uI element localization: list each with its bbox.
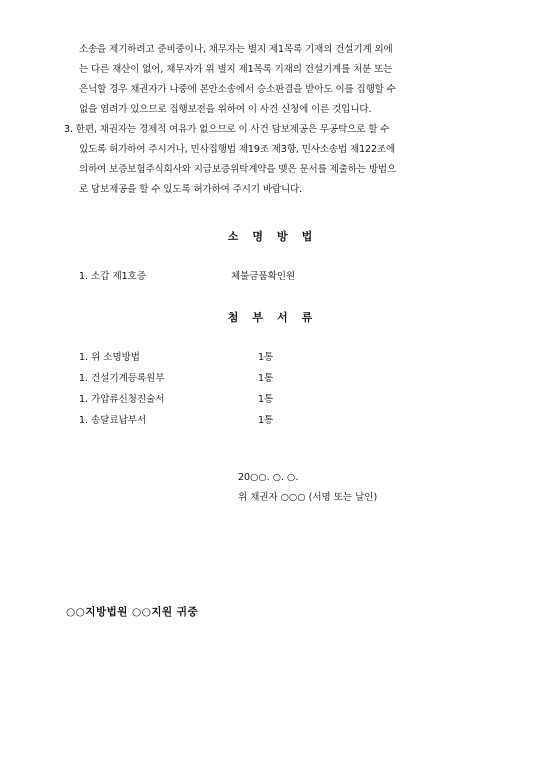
attachment-item-qty: 1통 <box>258 352 274 363</box>
attachment-item-label: 1. 위 소명방법 <box>79 352 140 363</box>
court-addressee: ○○지방법원 ○○지원 귀중 <box>66 606 199 618</box>
attachment-item-label: 1. 가압류신청진술서 <box>79 394 165 405</box>
evidence-item-desc: 체불금품확인원 <box>231 271 296 282</box>
paragraph-3-line-4: 로 담보제공을 할 수 있도록 허가하여 주시기 바랍니다. <box>79 184 303 195</box>
filing-date: 20○○. ○. ○. <box>238 472 299 483</box>
attachment-item-qty: 1통 <box>258 373 274 384</box>
attachment-item-label: 1. 건설기계등록원부 <box>79 373 165 384</box>
paragraph-3-line-3: 의하여 보증보험주식회사와 지급보증위탁계약을 맺은 문서를 제출하는 방법으 <box>79 164 397 175</box>
paragraph-2-line-2: 는 다른 재산이 없어, 채무자가 위 별지 제1목록 기재의 건설기계를 처분 또는 <box>79 64 393 75</box>
evidence-heading: 소명방법 <box>227 230 327 243</box>
applicant-signature-line: 위 채권자 ○○○ (서명 또는 날인) <box>238 492 378 503</box>
paragraph-2-line-1: 소송을 제기하려고 준비중이나, 채무자는 별지 제1목록 기재의 건설기계 외에 <box>79 44 393 55</box>
attachment-item-label: 1. 송달료납부서 <box>79 415 147 426</box>
attachments-heading: 첨부서류 <box>227 311 327 324</box>
attachment-item-qty: 1통 <box>258 415 274 426</box>
paragraph-3-line-2: 있도록 허가하여 주시거나, 민사집행법 제19조 제3항, 민사소송법 제122조에 <box>79 144 396 155</box>
attachment-item-qty: 1통 <box>258 394 274 405</box>
paragraph-2-line-4: 없을 염려가 있으므로 집행보전을 위하여 이 사건 신청에 이른 것입니다. <box>79 104 372 115</box>
evidence-item-label: 1. 소갑 제1호증 <box>79 271 147 282</box>
paragraph-2-line-3: 은닉할 경우 채권자가 나중에 본안소송에서 승소판결을 받아도 이를 집행할 수 <box>79 84 396 95</box>
paragraph-3-line-1: 3. 한편, 채권자는 경제적 여유가 없으므로 이 사건 담보제공은 무공탁으로 할 수 <box>64 124 390 135</box>
